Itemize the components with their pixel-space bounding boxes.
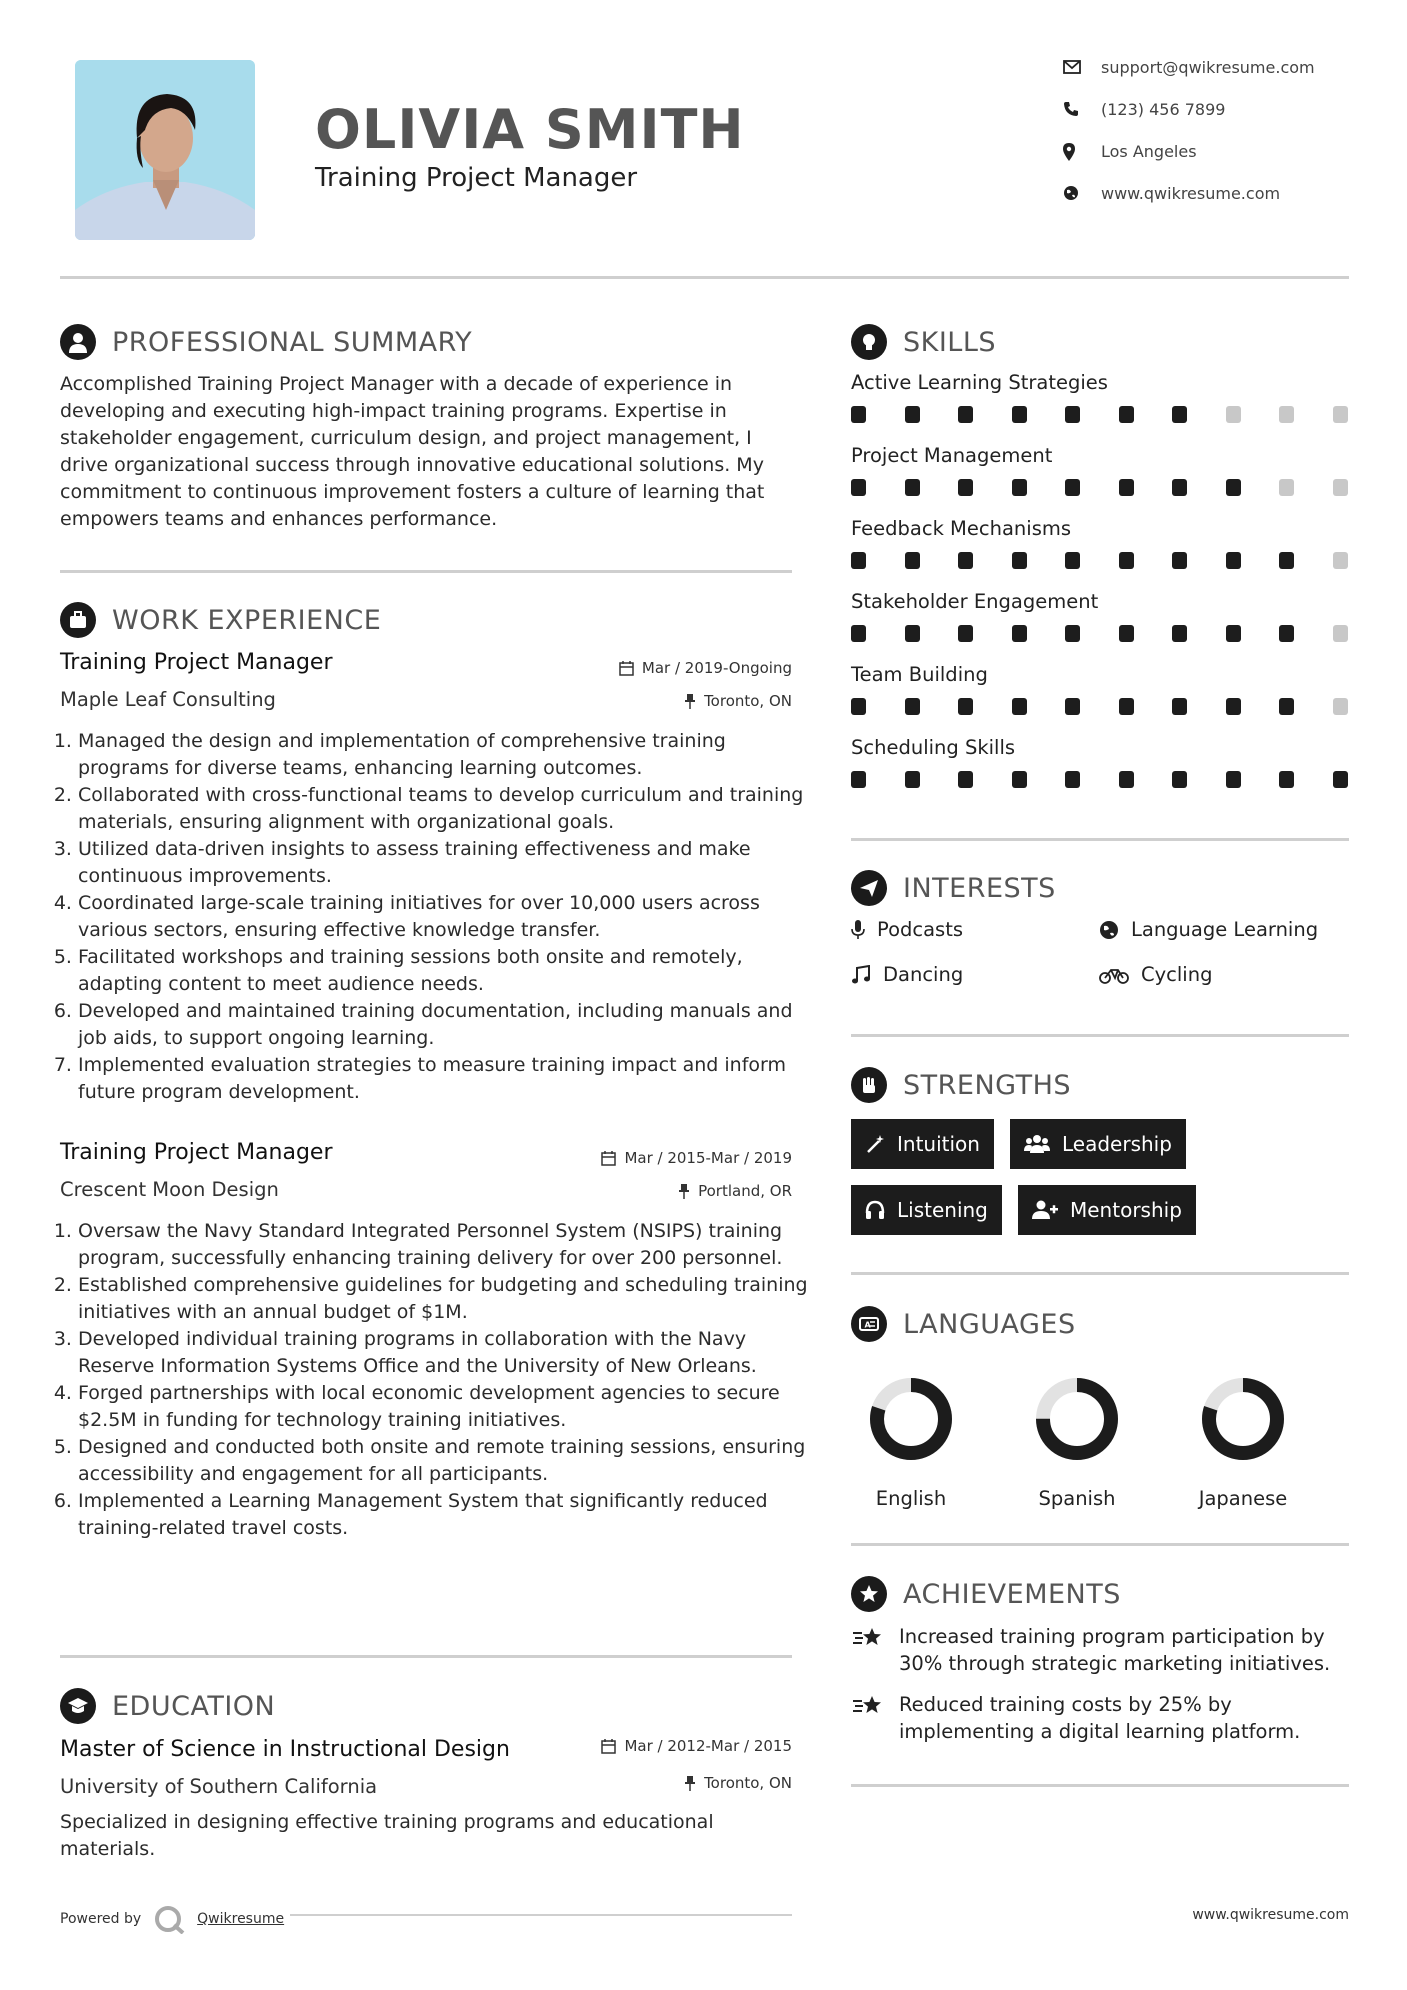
rating-dot-empty	[1226, 406, 1241, 423]
duty-item: 4. Coordinated large-scale training initiatives for over 10,000 users across various sectors, ensuring effective knowledge transfer.	[78, 890, 818, 944]
location-text: Los Angeles	[1101, 142, 1197, 161]
bicycle-icon	[1099, 965, 1129, 985]
rating-dot-filled	[905, 771, 920, 788]
education-heading: EDUCATION	[112, 1690, 276, 1722]
rating-dot-filled	[1279, 552, 1294, 569]
phone-icon	[1063, 101, 1085, 119]
rating-dot-filled	[958, 771, 973, 788]
rating-dot-filled	[905, 698, 920, 715]
candidate-title: Training Project Manager	[315, 163, 638, 193]
rating-dot-filled	[1172, 479, 1187, 496]
languages-divider	[851, 1543, 1349, 1546]
duty-item: 3. Utilized data-driven insights to assess training effectiveness and make continuous improvements.	[78, 836, 818, 890]
duty-item: 1. Managed the design and implementation of comprehensive training programs for diverse teams, enhancing learning outcomes.	[78, 728, 818, 782]
graduation-icon	[60, 1688, 96, 1724]
skill-name: Scheduling Skills	[851, 736, 1016, 759]
rating-dot-filled	[1226, 625, 1241, 642]
language-ring	[1027, 1369, 1127, 1469]
duty-item: 5. Facilitated workshops and training sessions both onsite and remotely, adapting content to meet audience needs.	[78, 944, 818, 998]
education-section-header	[60, 1688, 275, 1724]
rating-dot-filled	[1119, 771, 1134, 788]
strengths-section-header	[851, 1067, 1071, 1103]
website-text: www.qwikresume.com	[1101, 184, 1281, 203]
education-dates	[540, 1737, 792, 1755]
svg-text:A: A	[864, 1320, 871, 1330]
interests-heading: INTERESTS	[903, 872, 1056, 904]
language-name: Spanish	[1038, 1487, 1116, 1510]
rating-dot-filled	[1065, 479, 1080, 496]
rating-dot-filled	[905, 479, 920, 496]
skill-row	[851, 736, 1351, 809]
qwikresume-logo-icon	[153, 1904, 187, 1934]
rating-dot-filled	[1012, 698, 1027, 715]
skill-name: Active Learning Strategies	[851, 371, 1108, 394]
candidate-name: OLIVIA SMITH	[315, 98, 745, 161]
rating-dot-filled	[905, 625, 920, 642]
rating-dot-filled	[1226, 552, 1241, 569]
rating-dot-filled	[1172, 552, 1187, 569]
rating-dot-filled	[1172, 698, 1187, 715]
rating-dot-filled	[1119, 698, 1134, 715]
rating-dot-filled	[1012, 625, 1027, 642]
rating-dot-filled	[851, 698, 866, 715]
job-1-location-text: Toronto, ON	[704, 692, 792, 710]
skill-row	[851, 371, 1351, 444]
rating-dot-filled	[1279, 698, 1294, 715]
strength-label: Listening	[897, 1198, 988, 1222]
rating-dot-filled	[1012, 552, 1027, 569]
rating-dot-filled	[851, 552, 866, 569]
rating-dot-filled	[1119, 552, 1134, 569]
user-icon	[60, 324, 96, 360]
achievement-item	[851, 1623, 1351, 1677]
duty-item: 5. Designed and conducted both onsite and remote training sessions, ensuring accessibility and engagement for all participants.	[78, 1434, 818, 1488]
summary-heading: PROFESSIONAL SUMMARY	[112, 326, 473, 358]
calendar-icon	[601, 1739, 616, 1754]
job-2-dates-text: Mar / 2015-Mar / 2019	[624, 1149, 792, 1167]
header-divider	[60, 276, 1349, 279]
languages-section-header	[851, 1306, 1076, 1342]
skill-rating	[851, 771, 1348, 788]
interest-label: Podcasts	[877, 918, 964, 941]
paper-plane-icon	[851, 870, 887, 906]
interest-label: Cycling	[1141, 963, 1213, 986]
duty-item: 6. Implemented a Learning Management System that significantly reduced training-related travel costs.	[78, 1488, 818, 1542]
music-note-icon	[851, 965, 871, 985]
skill-name: Stakeholder Engagement	[851, 590, 1099, 613]
skills-divider	[851, 838, 1349, 841]
duty-item: 2. Established comprehensive guidelines for budgeting and scheduling training initiatives with an annual budget of $1M.	[78, 1272, 818, 1326]
powered-by-label: Powered by	[60, 1911, 142, 1927]
interest-podcasts	[851, 918, 963, 941]
rating-dot-filled	[851, 771, 866, 788]
rating-dot-empty	[1333, 625, 1348, 642]
strengths-divider	[851, 1272, 1349, 1275]
strength-badge-mentorship	[1018, 1185, 1196, 1235]
globe-icon	[1063, 185, 1085, 203]
duty-item: 6. Developed and maintained training documentation, including manuals and job aids, to support ongoing learning.	[78, 998, 818, 1052]
rating-dot-filled	[905, 406, 920, 423]
skills-heading: SKILLS	[903, 326, 997, 358]
duty-item: 2. Collaborated with cross-functional teams to develop curriculum and training materials, ensuring alignment with organizational goals.	[78, 782, 818, 836]
shooting-star-icon	[851, 1693, 885, 1719]
job-2-dates	[540, 1149, 792, 1167]
contact-location	[1063, 142, 1363, 161]
rating-dot-filled	[958, 406, 973, 423]
rating-dot-filled	[1065, 625, 1080, 642]
strength-badge-leadership	[1010, 1119, 1186, 1169]
rating-dot-filled	[1172, 406, 1187, 423]
rating-dot-filled	[1012, 771, 1027, 788]
pushpin-icon	[684, 694, 696, 709]
rating-dot-filled	[1119, 479, 1134, 496]
skill-rating	[851, 406, 1348, 423]
job-2-duties	[60, 1218, 818, 1542]
rating-dot-filled	[1119, 625, 1134, 642]
skill-rating	[851, 625, 1348, 642]
rating-dot-empty	[1279, 406, 1294, 423]
achievement-item	[851, 1691, 1351, 1745]
rating-dot-filled	[1226, 479, 1241, 496]
summary-text: Accomplished Training Project Manager with a decade of experience in developing and executing high-impact training programs. Expertise in stakeholder engagement, curriculum design, and project management, I drive organizational success through innovative educational solutions. My commitment to continuous improvement fosters a culture of learning that empowers teams and enhances performance.	[60, 373, 765, 530]
job-1-title: Training Project Manager	[60, 650, 333, 675]
profile-photo	[75, 60, 255, 240]
globe-icon	[1099, 920, 1119, 940]
duty-item: 7. Implemented evaluation strategies to measure training impact and inform future program development.	[78, 1052, 818, 1106]
skill-name: Team Building	[851, 663, 988, 686]
rating-dot-filled	[1065, 552, 1080, 569]
skill-rating	[851, 479, 1348, 496]
rating-dot-filled	[1226, 698, 1241, 715]
summary-divider	[60, 570, 792, 573]
languages-heading: LANGUAGES	[903, 1308, 1076, 1340]
rating-dot-filled	[958, 479, 973, 496]
achievement-text: Increased training program participation by 30% through strategic marketing initiatives.	[899, 1625, 1331, 1675]
skill-row	[851, 444, 1351, 517]
language-ring	[861, 1369, 961, 1469]
skill-row	[851, 517, 1351, 590]
language-item	[1178, 1369, 1308, 1510]
interest-language-learning	[1099, 918, 1318, 941]
rating-dot-filled	[1172, 625, 1187, 642]
rating-dot-filled	[1279, 771, 1294, 788]
experience-divider	[60, 1655, 792, 1658]
duty-item: 4. Forged partnerships with local economic development agencies to secure $2.5M in funding for technology training initiatives.	[78, 1380, 818, 1434]
job-2-company: Crescent Moon Design	[60, 1178, 279, 1201]
users-icon	[1024, 1134, 1050, 1154]
rating-dot-filled	[958, 625, 973, 642]
strength-label: Leadership	[1062, 1132, 1172, 1156]
strength-badge-listening	[851, 1185, 1002, 1235]
rating-dot-filled	[1065, 698, 1080, 715]
education-school: University of Southern California	[60, 1775, 378, 1798]
skill-rating	[851, 552, 1348, 569]
strengths-heading: STRENGTHS	[903, 1069, 1072, 1101]
education-location	[540, 1774, 792, 1792]
rating-dot-filled	[851, 406, 866, 423]
contact-email[interactable]	[1063, 58, 1363, 77]
strength-badge-intuition	[851, 1119, 994, 1169]
rating-dot-empty	[1279, 479, 1294, 496]
language-name: English	[875, 1487, 947, 1510]
language-item	[1012, 1369, 1142, 1510]
achievements-divider	[851, 1784, 1349, 1787]
lightbulb-icon	[851, 324, 887, 360]
job-1-dates	[540, 659, 792, 677]
job-1-duties	[60, 728, 818, 1106]
rating-dot-filled	[851, 625, 866, 642]
achievement-text: Reduced training costs by 25% by implementing a digital learning platform.	[899, 1693, 1301, 1743]
rating-dot-filled	[905, 552, 920, 569]
experience-section-header	[60, 602, 381, 638]
education-description: Specialized in designing effective training programs and educational materials.	[60, 1811, 714, 1860]
job-2-location	[540, 1182, 792, 1200]
strength-label: Mentorship	[1070, 1198, 1182, 1222]
language-ring	[1193, 1369, 1293, 1469]
strength-label: Intuition	[897, 1132, 980, 1156]
rating-dot-empty	[1333, 479, 1348, 496]
language-icon	[851, 1306, 887, 1342]
education-degree: Master of Science in Instructional Design	[60, 1737, 510, 1762]
rating-dot-filled	[1065, 771, 1080, 788]
footer-website[interactable]: www.qwikresume.com	[1192, 1907, 1349, 1923]
skill-name: Feedback Mechanisms	[851, 517, 1072, 540]
rating-dot-filled	[1119, 406, 1134, 423]
rating-dot-filled	[1226, 771, 1241, 788]
email-text: support@qwikresume.com	[1101, 58, 1315, 77]
phone-text: (123) 456 7899	[1101, 100, 1226, 119]
job-2-title: Training Project Manager	[60, 1140, 333, 1165]
achievements-heading: ACHIEVEMENTS	[903, 1578, 1121, 1610]
skill-name: Project Management	[851, 444, 1053, 467]
microphone-icon	[851, 920, 865, 940]
education-location-text: Toronto, ON	[704, 1774, 792, 1792]
fist-icon	[851, 1067, 887, 1103]
contact-website[interactable]	[1063, 184, 1363, 203]
map-pin-icon	[1063, 143, 1085, 161]
calendar-icon	[601, 1151, 616, 1166]
interest-cycling	[1099, 963, 1212, 986]
job-1-location	[540, 692, 792, 710]
interest-dancing	[851, 963, 963, 986]
powered-by	[60, 1904, 290, 1934]
rating-dot-filled	[1172, 771, 1187, 788]
pushpin-icon	[678, 1184, 690, 1199]
star-badge-icon	[851, 1576, 887, 1612]
skill-row	[851, 663, 1351, 736]
job-2-location-text: Portland, OR	[698, 1182, 792, 1200]
rating-dot-filled	[1333, 771, 1348, 788]
skills-list	[851, 371, 1351, 809]
user-plus-icon	[1032, 1200, 1058, 1220]
envelope-icon	[1063, 59, 1085, 77]
contact-phone[interactable]	[1063, 100, 1363, 119]
duty-item: 1. Oversaw the Navy Standard Integrated Personnel System (NSIPS) training program, successfully enhancing training delivery for over 200 personnel.	[78, 1218, 818, 1272]
rating-dot-filled	[851, 479, 866, 496]
skill-rating	[851, 698, 1348, 715]
experience-heading: WORK EXPERIENCE	[112, 604, 382, 636]
summary-section-header	[60, 324, 472, 360]
skills-section-header	[851, 324, 996, 360]
brand-link[interactable]: Qwikresume	[197, 1911, 285, 1927]
job-1-dates-text: Mar / 2019-Ongoing	[641, 659, 792, 677]
language-item	[846, 1369, 976, 1510]
calendar-icon	[619, 661, 634, 676]
interest-label: Dancing	[883, 963, 964, 986]
briefcase-icon	[60, 602, 96, 638]
duty-item: 3. Developed individual training programs in collaboration with the Navy Reserve Information Systems Office and the University of New Orleans.	[78, 1326, 818, 1380]
interests-section-header	[851, 870, 1056, 906]
rating-dot-filled	[1279, 625, 1294, 642]
education-dates-text: Mar / 2012-Mar / 2015	[624, 1737, 792, 1755]
rating-dot-filled	[1012, 479, 1027, 496]
pushpin-icon	[684, 1776, 696, 1791]
magic-wand-icon	[865, 1134, 885, 1154]
rating-dot-empty	[1333, 698, 1348, 715]
achievements-section-header	[851, 1576, 1121, 1612]
interest-label: Language Learning	[1131, 918, 1319, 941]
rating-dot-filled	[1012, 406, 1027, 423]
rating-dot-empty	[1333, 406, 1348, 423]
interests-divider	[851, 1034, 1349, 1037]
rating-dot-empty	[1333, 552, 1348, 569]
rating-dot-filled	[958, 552, 973, 569]
languages-list	[846, 1369, 1346, 1510]
job-1-company: Maple Leaf Consulting	[60, 688, 276, 711]
shooting-star-icon	[851, 1625, 885, 1651]
rating-dot-filled	[1065, 406, 1080, 423]
language-name: Japanese	[1198, 1487, 1288, 1510]
skill-row	[851, 590, 1351, 663]
headphones-icon	[865, 1200, 885, 1220]
rating-dot-filled	[958, 698, 973, 715]
